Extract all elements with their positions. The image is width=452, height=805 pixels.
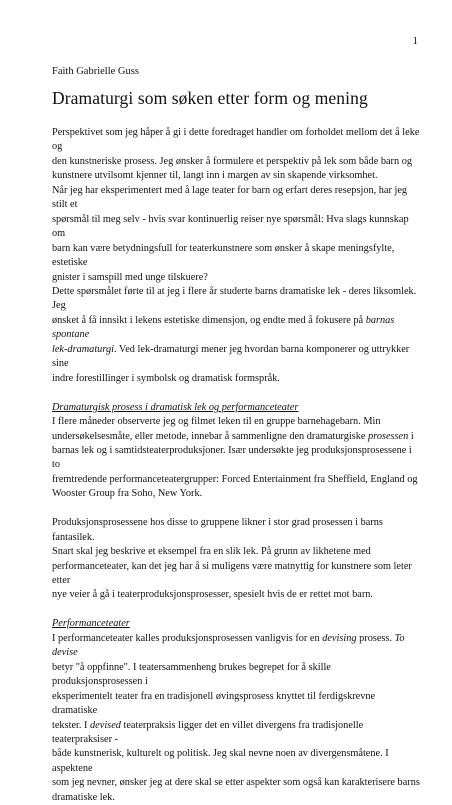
body-line: eksperimentelt teater fra en tradisjonell øvingsprosess knyttet til ferdigskrevne dramatiske	[52, 690, 376, 717]
body-line: som jeg nevner, ønsker jeg at dere skal se etter aspekter som også kan karakterisere barns	[52, 777, 420, 789]
text-run: I performanceteater kalles produksjonsprosessen vanligvis for en	[52, 632, 323, 644]
italic-text: lek-dramaturgi	[52, 343, 114, 355]
italic-text: devising	[322, 632, 357, 644]
body-line: både kunstnerisk, kulturelt og politisk. Jeg skal nevne noen av divergensmåtene. I aspektene	[52, 748, 389, 774]
body-line: Produksjonsprosessene hos disse to gruppene likner i stor grad prosessen i barns fantasilek.	[52, 517, 383, 543]
body-line: Dette spørsmålet førte til at jeg i flere år studerte barns dramatiske lek - deres liksomlek. Jeg	[52, 285, 417, 312]
body-line: kunstnere utvilsomt kjenner til, langt inn i margen av sin skapende virksomhet.	[52, 170, 378, 182]
section-heading: Performanceteater	[52, 618, 130, 630]
page-number: 1	[412, 35, 418, 47]
body-line: gnister i samspill med unge tilskuere?	[52, 271, 208, 283]
body-line: Snart skal jeg beskrive et eksempel fra en slik lek. På grunn av likhetene med	[52, 546, 371, 558]
text-run: tekster. I	[52, 719, 91, 731]
body-line	[52, 343, 422, 372]
body-line: betyr "å oppfinne". I teatersammenheng brukes begrepet for å skille produksjonsprosessen i	[52, 661, 331, 688]
body-line	[52, 719, 422, 748]
body-line: dramatiske lek.	[52, 791, 115, 803]
italic-text: barnas spontane	[52, 314, 395, 341]
text-run: undersøkelsesmåte, eller metode, innebar å sammenligne den dramaturgiske	[52, 430, 369, 442]
body-line: Når jeg har eksperimentert med å lage teater for barn og erfart deres resepsjon, har jeg stilt et	[52, 184, 408, 211]
text-run: prosess.	[356, 632, 395, 644]
body-line: nye veier å gå i teaterproduksjonsprosesser, spesielt hvis de er rettet mot barn.	[52, 589, 373, 601]
body-line: performanceteater, kan det jeg har å si muligens være matnyttig for kunstnere som leter etter	[52, 560, 412, 587]
body-line	[52, 632, 422, 661]
body-line: Wooster Group fra Soho, New York.	[52, 488, 203, 500]
body-line: den kunstneriske prosess. Jeg ønsker å formulere et perspektiv på lek som både barn og	[52, 155, 413, 167]
paragraph-spacer	[52, 603, 422, 617]
paragraph-spacer	[52, 386, 422, 400]
document-body	[52, 126, 422, 805]
body-line: barn kan være betydningsfull for teaterkunstnere som ønsker å skape meningsfylte, estetiske	[52, 242, 395, 269]
body-line	[52, 430, 422, 444]
section-heading: Dramaturgisk prosess i dramatisk lek og performanceteater	[52, 401, 299, 413]
body-line: spørsmål til meg selv - hvis svar kontinuerlig reiser nye spørsmål: Hva slags kunnskap om	[52, 213, 409, 240]
text-run: ønsket å få innsikt i lekens estetiske dimensjon, og endte med å fokusere på	[52, 314, 366, 326]
paragraph-spacer	[52, 502, 422, 516]
author-name: Faith Gabrielle Guss	[52, 66, 139, 77]
body-line	[52, 314, 422, 343]
body-line: I flere måneder observerte jeg og filmet leken til en gruppe barnehagebarn. Min	[52, 416, 381, 428]
italic-text: prosessen	[368, 430, 409, 442]
body-line: Perspektivet som jeg håper å gi i dette foredraget handler om forholdet mellom det å leke og	[52, 127, 420, 153]
document-title: Dramaturgi som søken etter form og mening	[52, 88, 368, 108]
italic-text: devised	[90, 719, 121, 731]
text-run: . Ved lek-dramaturgi mener jeg hvordan barna komponerer og uttrykker sine	[52, 343, 410, 370]
text-run: teaterpraksis ligger det en villet divergens fra tradisjonelle teaterpraksiser -	[52, 719, 364, 745]
body-line: barnas lek og i samtidsteaterproduksjoner. Især undersøkte jeg produksjonsprosessene i to	[52, 444, 412, 471]
body-line: fremtredende performanceteatergrupper: Forced Entertainment fra Sheffield, England og	[52, 473, 418, 485]
italic-text: To devise	[52, 632, 405, 659]
text-run: i	[408, 430, 414, 442]
body-line: indre forestillinger i symbolsk og dramatisk formspråk.	[52, 372, 280, 384]
